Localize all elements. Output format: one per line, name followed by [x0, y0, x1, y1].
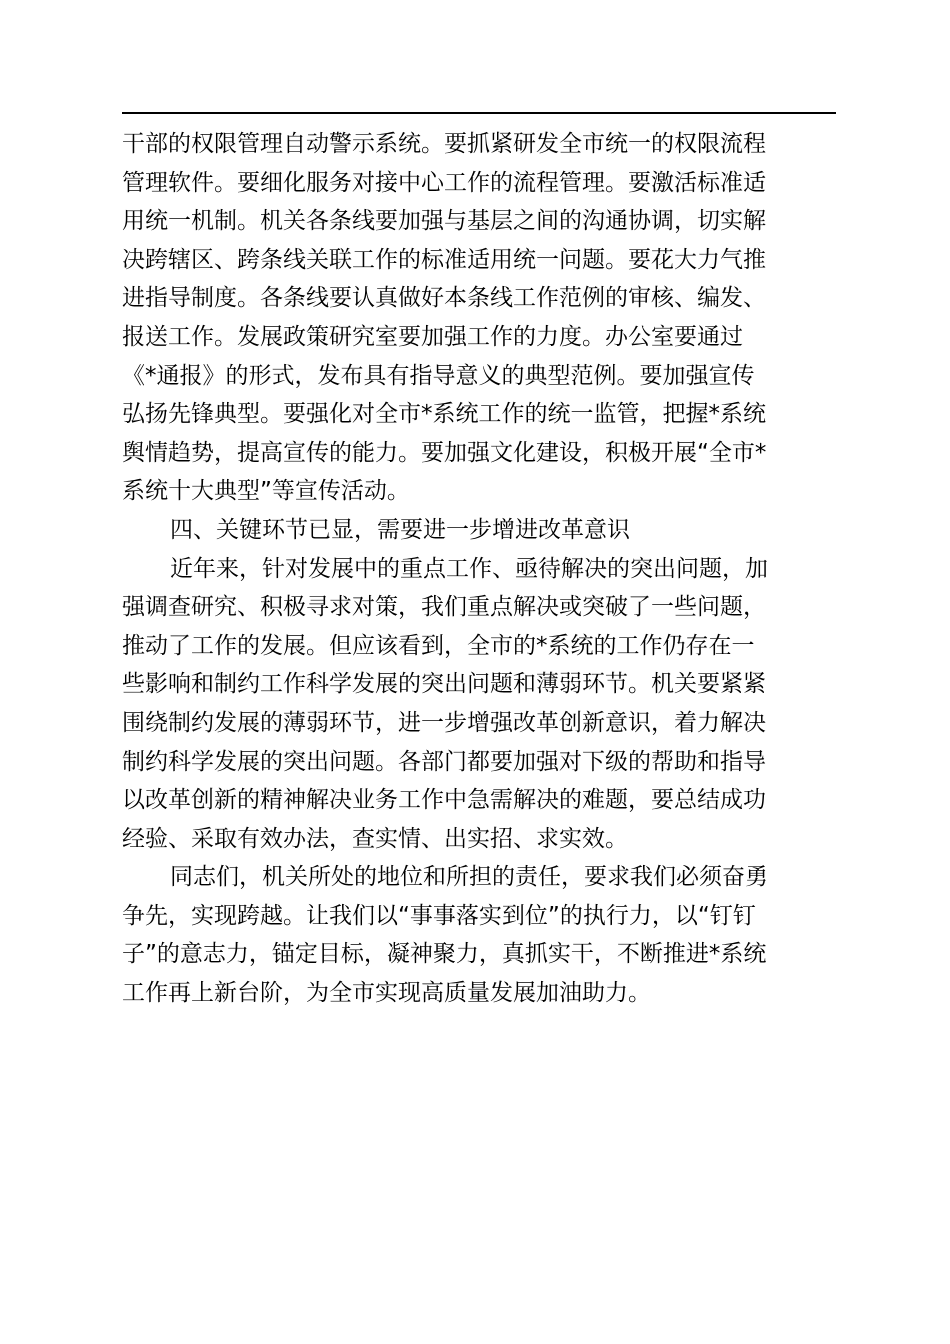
- text-line: 报送工作。发展政策研究室要加强工作的力度。办公室要通过: [122, 323, 743, 350]
- text-line: 推动了工作的发展。但应该看到，全市的*系统的工作仍存在一: [122, 632, 755, 659]
- text-line: 经验、采取有效办法，查实情、出实招、求实效。: [122, 825, 628, 852]
- header-rule: [122, 112, 836, 114]
- text-line: 近年来，针对发展中的重点工作、亟待解决的突出问题，加: [170, 555, 768, 582]
- text-line: 进指导制度。各条线要认真做好本条线工作范例的审核、编发、: [122, 285, 766, 312]
- text-line: 强调查研究、积极寻求对策，我们重点解决或突破了一些问题，: [122, 594, 766, 621]
- text-line: 管理软件。要细化服务对接中心工作的流程管理。要激活标准适: [122, 169, 766, 196]
- text-line: 同志们，机关所处的地位和所担的责任，要求我们必须奋勇: [170, 864, 768, 891]
- text-line: 制约科学发展的突出问题。各部门都要加强对下级的帮助和指导: [122, 748, 766, 775]
- text-line: 工作再上新台阶，为全市实现高质量发展加油助力。: [122, 980, 651, 1007]
- text-line: 以改革创新的精神解决业务工作中急需解决的难题，要总结成功: [122, 787, 766, 814]
- text-line: 决跨辖区、跨条线关联工作的标准适用统一问题。要花大力气推: [122, 246, 766, 273]
- text-line: 争先，实现跨越。让我们以“事事落实到位”的执行力，以“钉钉: [122, 902, 756, 929]
- text-line: 干部的权限管理自动警示系统。要抓紧研发全市统一的权限流程: [122, 131, 766, 157]
- text-line: 围绕制约发展的薄弱环节，进一步增强改革创新意识，着力解决: [122, 709, 766, 736]
- text-line: 些影响和制约工作科学发展的突出问题和薄弱环节。机关要紧紧: [122, 671, 766, 698]
- text-line: 用统一机制。机关各条线要加强与基层之间的沟通协调，切实解: [122, 208, 766, 235]
- text-line: 弘扬先锋典型。要强化对全市*系统工作的统一监管，把握*系统: [122, 401, 766, 428]
- text-line: 子”的意志力，锚定目标，凝神聚力，真抓实干，不断推进*系统: [122, 941, 767, 968]
- section-heading: 四、关键环节已显，需要进一步增进改革意识: [170, 516, 630, 543]
- text-line: 系统十大典型”等宣传活动。: [122, 478, 410, 505]
- text-line: 舆情趋势，提高宣传的能力。要加强文化建设，积极开展“全市*: [122, 439, 767, 466]
- text-line: 《*通报》的形式，发布具有指导意义的典型范例。要加强宣传: [122, 362, 755, 389]
- body-text: [122, 125, 836, 1013]
